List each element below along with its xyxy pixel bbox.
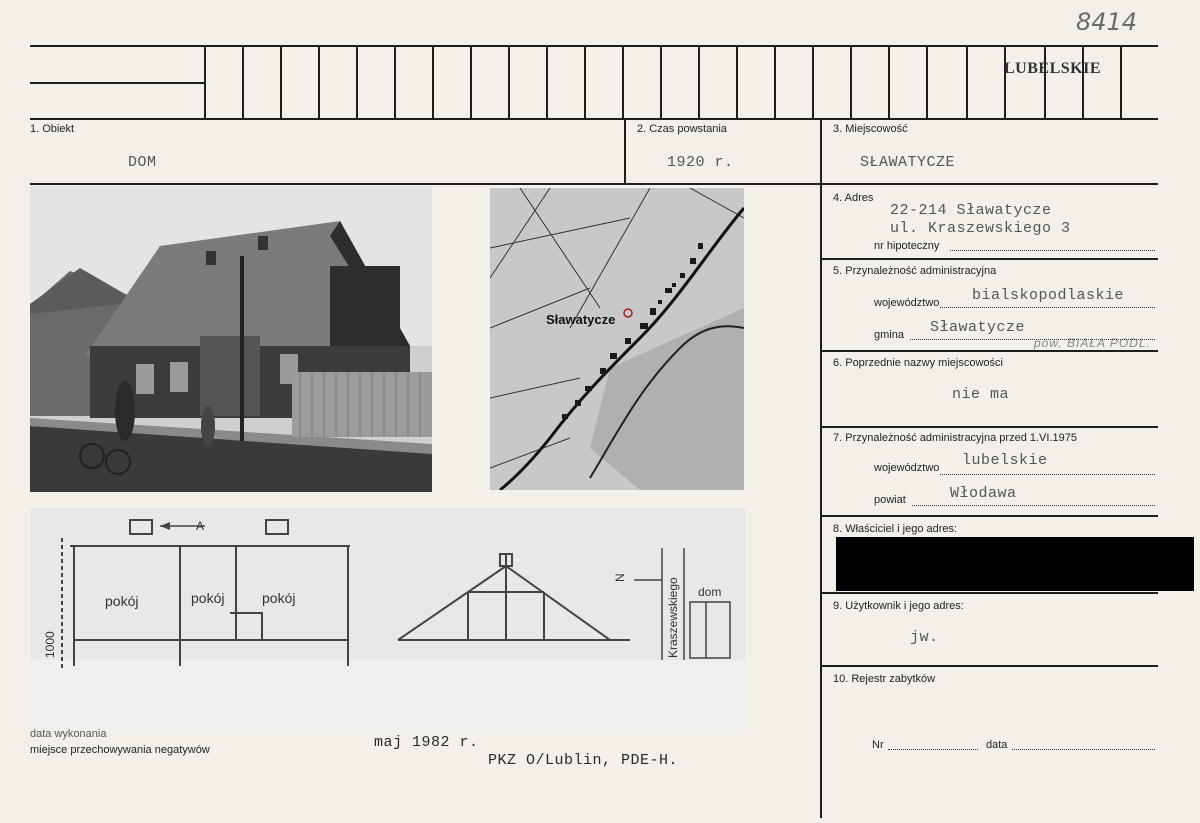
divider-1-2 [624,118,626,184]
header-cell-divider [394,45,396,118]
user-value: jw. [910,629,939,646]
house-photo-image [30,186,432,492]
date-label: 2. Czas powstania [637,123,727,135]
divider-2-3 [820,118,822,818]
address-label: 4. Adres [833,192,874,204]
place-value: SŁAWATYCZE [860,154,956,171]
voivodeship-label: województwo [874,297,940,309]
header-top-line [30,45,1158,47]
prev-top-line [820,350,1158,352]
mortgage-label: nr hipoteczny [874,240,940,252]
header-cell-divider [1082,45,1084,118]
admin-top-line [820,258,1158,260]
voivodeship-dotline [940,307,1155,308]
gmina-label: gmina [874,329,904,341]
region-header: LUBELSKIE [1004,60,1101,77]
header-cell-divider [926,45,928,118]
user-label: 9. Użytkownik i jego adres: [833,600,964,612]
plan-room3-label: pokój [262,590,296,606]
header-cell-divider [546,45,548,118]
gmina-note: pow. BIAŁA PODL. [1034,336,1151,350]
district-dotline [912,505,1155,506]
prev-names-label: 6. Poprzednie nazwy miejscowości [833,357,1003,369]
location-map-image [490,188,744,490]
house-photo [30,186,432,492]
register-date-dotline [1012,749,1155,750]
negatives-value: PKZ O/Lublin, PDE-H. [488,752,679,769]
owner-redaction-bar [836,537,1194,591]
gmina-dotline [910,339,1155,340]
location-map [490,188,744,490]
header-cell-divider [280,45,282,118]
header-cell-divider [432,45,434,118]
header-cell-divider [774,45,776,118]
header-cell-divider [812,45,814,118]
floor-plan-drawing [30,508,746,730]
plan-section-marker: A [196,519,205,533]
date-made-value: maj 1982 r. [374,734,479,751]
admin-label: 5. Przynależność administracyjna [833,265,997,277]
owner-label: 8. Właściciel i jego adres: [833,523,958,535]
admin-before-top-line [820,426,1158,428]
map-town-label: Sławatycze [546,312,616,327]
header-cell-divider [204,45,206,118]
header-cell-divider [660,45,662,118]
register-top-line [820,665,1158,667]
header-cell-divider [1044,45,1046,118]
register-nr-dotline [888,749,978,750]
negatives-label: miejsce przechowywania negatywów [30,744,210,756]
mortgage-dotline [950,250,1155,251]
address-line2: ul. Kraszewskiego 3 [890,220,1071,237]
header-cell-divider [622,45,624,118]
header-mid-line [30,82,205,84]
plan-house-label: dom [698,585,722,599]
date-made-label: data wykonania [30,728,107,740]
address-line1: 22-214 Sławatycze [890,202,1052,219]
admin-before-label: 7. Przynależność administracyjna przed 1.VI.1975 [833,432,1077,444]
owner-top-line [820,515,1158,517]
header-cell-divider [698,45,700,118]
catalog-number: 8414 [1076,8,1138,36]
header-cell-divider [966,45,968,118]
object-label: 1. Obiekt [30,123,75,135]
voivodeship2-value: lubelskie [962,452,1048,469]
floor-plan [30,508,746,730]
header-cell-divider [356,45,358,118]
object-value: DOM [128,154,157,171]
district-label: powiat [874,494,906,506]
user-top-line [820,592,1158,594]
header-cell-divider [850,45,852,118]
register-date-label: data [986,739,1008,751]
header-cell-divider [318,45,320,118]
register-nr-label: Nr [872,739,884,751]
date-value: 1920 r. [667,154,734,171]
header-cell-divider [736,45,738,118]
header-bottom-line [30,118,1158,120]
header-cell-divider [470,45,472,118]
place-label: 3. Miejscowość [833,123,908,135]
voivodeship2-dotline [940,474,1155,475]
address-top-line [820,183,1158,185]
plan-street-label: Kraszewskiego [666,577,680,658]
header-cell-divider [242,45,244,118]
header-cell-divider [584,45,586,118]
voivodeship2-label: województwo [874,462,940,474]
header-cell-divider [1004,45,1006,118]
voivodeship-value: bialskopodlaskie [972,287,1125,304]
plan-room2-label: pokój [191,590,225,606]
header-cell-divider [508,45,510,118]
district-value: Włodawa [950,485,1017,502]
plan-dimension: 1000 [43,631,57,658]
plan-north-marker: N [613,573,627,582]
register-label: 10. Rejestr zabytków [833,673,936,685]
gmina-value: Sławatycze [930,319,1026,336]
header-cell-divider [888,45,890,118]
plan-room1-label: pokój [105,593,139,609]
prev-names-value: nie ma [952,386,1010,403]
header-cell-divider [1120,45,1122,118]
